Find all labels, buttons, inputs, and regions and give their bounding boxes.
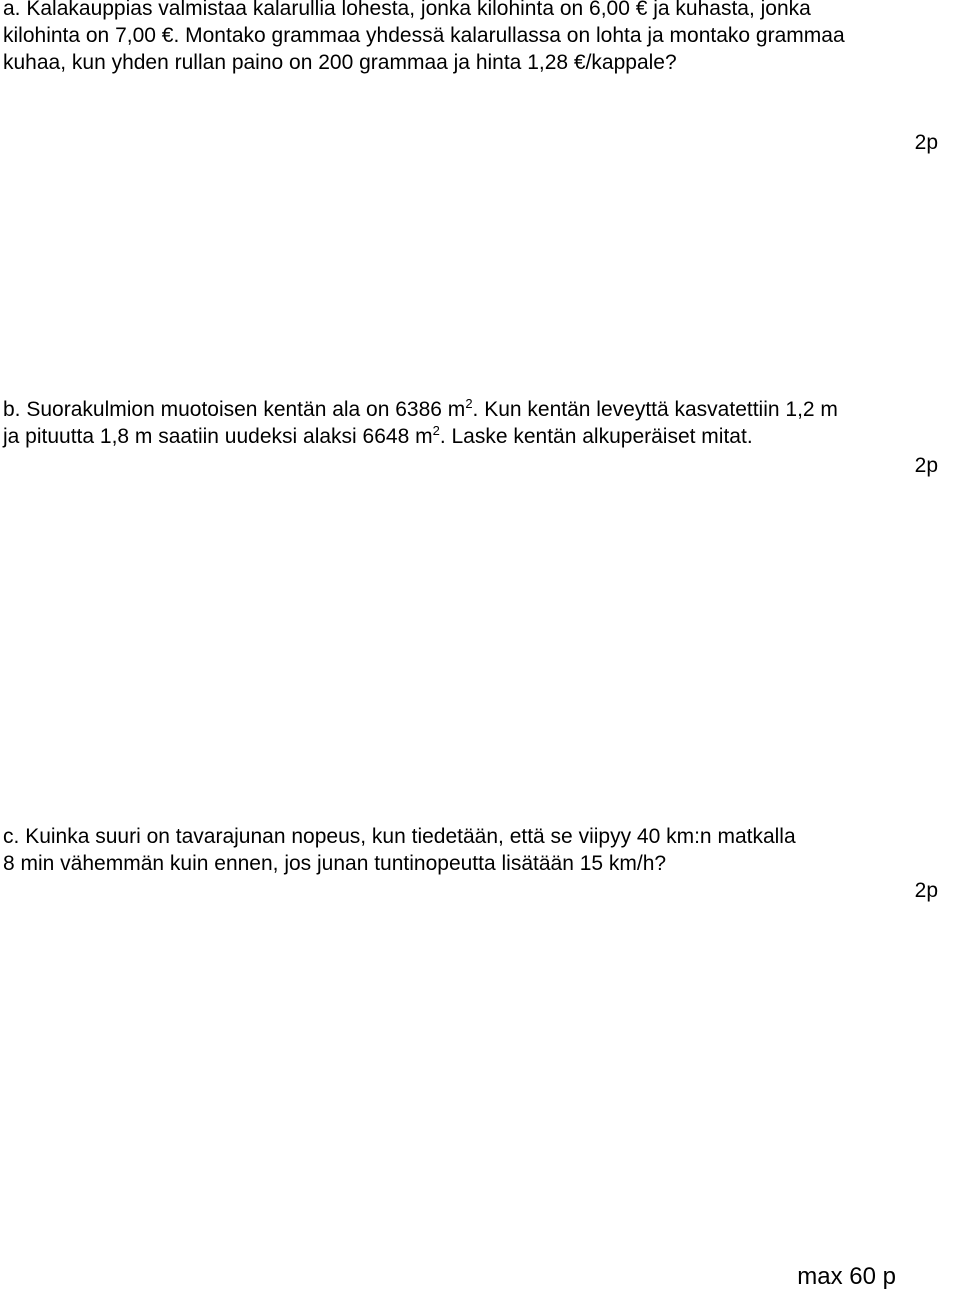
problem-c (3, 823, 957, 877)
problem-b (3, 396, 957, 450)
problem-b-line-2-b: . Laske kentän alkuperäiset mitat. (439, 425, 753, 448)
problem-c-line-2: 8 min vähemmän kuin ennen, jos junan tuntinopeutta lisätään 15 km/h? (3, 852, 667, 875)
problem-c-text (3, 823, 957, 877)
problem-c-points: 2p (914, 879, 938, 902)
problem-b-line-2-a: ja pituutta 1,8 m saatiin uudeksi alaksi 6648 m (3, 425, 433, 448)
problem-b-line-1-a: Suorakulmion muotoisen kentän ala on 6386 m (26, 398, 466, 421)
max-points-total: max 60 p (797, 1263, 896, 1290)
problem-a-line-2: kilohinta on 7,00 €. Montako grammaa yhdessä kalarullassa on lohta ja montako grammaa (3, 24, 845, 47)
problem-b-text (3, 396, 957, 450)
problem-c-label: c. (3, 825, 20, 848)
problem-a-label: a. (3, 0, 21, 20)
problem-a-line-3: kuhaa, kun yhden rullan paino on 200 grammaa ja hinta 1,28 €/kappale? (3, 51, 677, 74)
problem-b-points: 2p (914, 454, 938, 477)
problem-a-points: 2p (914, 131, 938, 154)
problem-a-text (3, 0, 957, 76)
problem-b-line-2-superscript: 2 (432, 423, 440, 438)
problem-b-line-1-b: . Kun kentän leveyttä kasvatettiin 1,2 m (472, 398, 838, 421)
problem-b-line-1-superscript: 2 (465, 396, 473, 411)
problem-b-label: b. (3, 398, 21, 421)
problem-a (3, 0, 957, 76)
problem-c-line-1: Kuinka suuri on tavarajunan nopeus, kun tiedetään, että se viipyy 40 km:n matkalla (25, 825, 796, 848)
problem-a-line-1: Kalakauppias valmistaa kalarullia lohesta, jonka kilohinta on 6,00 € ja kuhasta, jonka (26, 0, 811, 20)
